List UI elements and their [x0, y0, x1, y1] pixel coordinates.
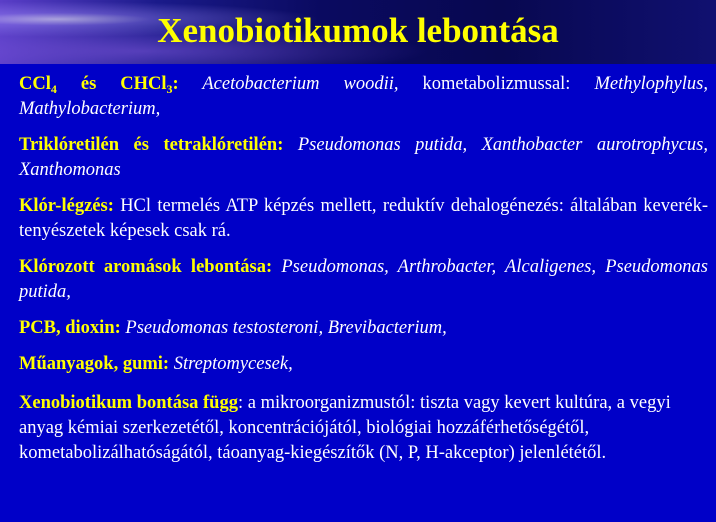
paragraph-pcb-dioxin [19, 316, 708, 341]
keyword-colon: : [172, 74, 179, 94]
slide-body [19, 72, 708, 477]
subscript-3: 3 [166, 82, 173, 96]
paragraph-chlorinated-aromatics [19, 255, 708, 305]
paragraph-text: : a mikroorganizmustól: tiszta vagy kevert kultúra, a vegyi anyag kémiai szerkezetétől, koncentrációjától, biológiai hozzáférhetőségétől, kometabolizálhatóságától, táoanyag-kiegészítők (N, P, H-akceptor) jelenlététől. [19, 393, 671, 463]
keyword-ccl4 [19, 74, 179, 94]
keyword-label: Klór-légzés: [19, 196, 114, 216]
paragraph-plastics-rubber [19, 352, 708, 377]
organism-list: Streptomycesek, [169, 354, 293, 374]
paragraph-text: kometabolizmussal: [398, 74, 571, 94]
paragraph-chlorine-respiration [19, 194, 708, 244]
title-banner [0, 0, 716, 64]
formula-ccl: CCl [19, 74, 51, 94]
paragraph-degradation-factors [19, 391, 708, 466]
keyword-label: Klórozott aromások lebontása: [19, 257, 273, 277]
organism-list: Pseudomonas putida, Xanthobacter aurotrophycus, Xanthomonas [19, 135, 709, 180]
paragraph-text: HCl termelés ATP képzés mellett, reduktív dehalogénezés: általában keverék-tenyészetek képesek csak rá. [19, 196, 708, 241]
formula-chcl: és CHCl [56, 74, 167, 94]
organism-list: Pseudomonas, Arthrobacter, Alcaligenes, Pseudomonas putida, [19, 257, 708, 302]
paragraph-trichloroethylene [19, 133, 708, 183]
organism-list: Methylophylus, Mathylobacterium, [19, 74, 708, 119]
keyword-label: Xenobiotikum bontása függ [19, 393, 238, 413]
keyword-label: PCB, dioxin: [19, 318, 121, 338]
organism-list: Pseudomonas testosteroni, Brevibacterium, [120, 318, 447, 338]
subscript-4: 4 [50, 82, 57, 96]
slide-title: Xenobiotikumok lebontása [157, 11, 559, 50]
keyword-label: Műanyagok, gumi: [19, 354, 170, 374]
organism-list: Acetobacterium woodii, [178, 74, 399, 94]
paragraph-chlorinated-methanes [19, 72, 708, 122]
keyword-label: Triklóretilén és tetraklóretilén: [19, 135, 284, 155]
